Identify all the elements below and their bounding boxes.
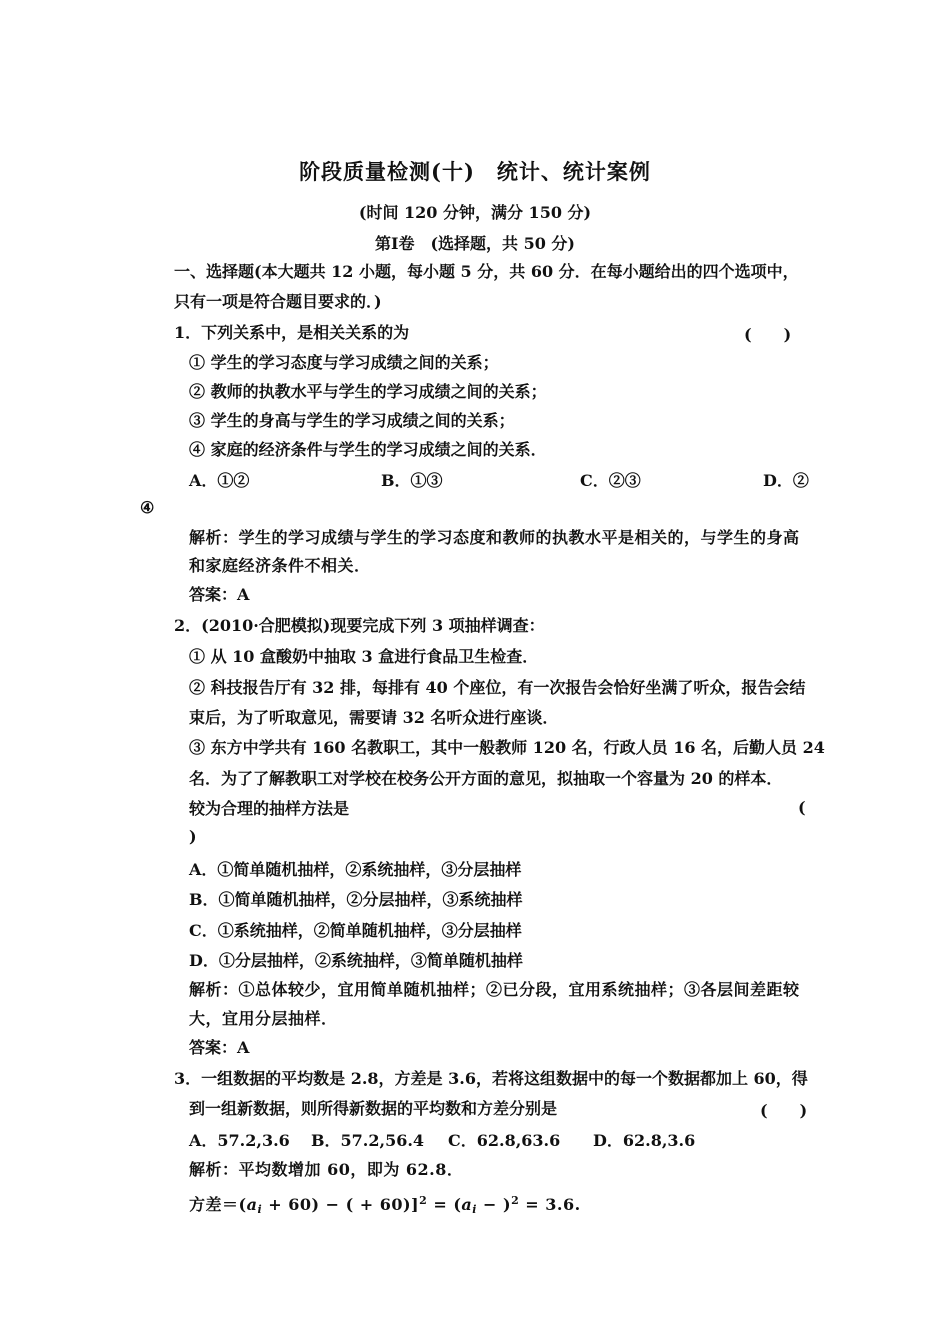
section-heading-line-1: 一、选择题(本大题共 12 小题，每小题 5 分，共 60 分．在每小题给出的四个选项中， [174,262,799,281]
question-1-analysis-line-1: 解析：学生的学习成绩与学生的学习态度和教师的执教水平是相关的，与学生的身高 [189,528,800,547]
section-heading-line-2: 只有一项是符合题目要求的．) [174,292,382,311]
question-1-answer: 答案：A [189,585,250,604]
question-1-option-c: C．②③ [580,471,641,490]
question-2-item-1: ① 从 10 盒酸奶中抽取 3 盒进行食品卫生检查． [189,647,539,666]
question-2-paren-open: ( [798,798,806,817]
question-3-option-b: B．57.2,56.4 [311,1131,425,1150]
question-2-item-2: ② 科技报告厅有 32 排，每排有 40 个座位，有一次报告会恰好坐满了听众，报告会结 [189,678,806,697]
question-2-option-a: A．①简单随机抽样，②系统抽样，③分层抽样 [189,860,522,879]
question-3-option-d: D．62.8,3.6 [593,1131,696,1150]
question-2-item-3-cont: 名．为了了解教职工对学校在校务公开方面的意见，拟抽取一个容量为 20 的样本． [189,769,783,788]
formula-mid: + 60) − ( + 60)] [262,1195,420,1214]
question-2-option-c: C．①系统抽样，②简单随机抽样，③分层抽样 [189,921,522,940]
question-3-answer-paren: ( ) [760,1101,808,1120]
question-1-answer-paren: ( ) [744,325,792,344]
formula-square-2: 2 [511,1194,520,1207]
formula-sub-i: i [257,1203,263,1216]
question-3-stem-line-1: 3．一组数据的平均数是 2.8，方差是 3.6，若将这组数据中的每一个数据都加上 60，得 [174,1069,808,1088]
formula-var-a-2: a [461,1195,473,1214]
page-title: 阶段质量检测(十) 统计、统计案例 [299,159,651,184]
part-heading: 第Ⅰ卷 (选择题，共 50 分) [374,234,576,253]
question-2-option-d: D．①分层抽样，②系统抽样，③简单随机抽样 [189,951,523,970]
question-2-analysis-line-2: 大，宜用分层抽样． [189,1009,338,1028]
question-2-item-3: ③ 东方中学共有 160 名教职工，其中一般教师 120 名，行政人员 16 名，后勤人员 24 [189,738,825,757]
formula-prefix: 方差＝ [189,1195,239,1214]
question-3-analysis-line-1: 解析：平均数增加 60，即为 62.8． [189,1160,464,1179]
question-2-prompt: 较为合理的抽样方法是 [189,799,350,818]
question-1-option-d-wrap: ④ [140,498,155,517]
question-1-item-1: ① 学生的学习态度与学习成绩之间的关系； [189,353,499,372]
formula-open: ( [238,1195,247,1214]
question-1-option-d: D．② [763,471,809,490]
question-2-stem: 2．(2010·合肥模拟)现要完成下列 3 项抽样调查： [174,616,545,635]
question-3-variance-formula [189,1190,581,1221]
question-2-paren-close: ) [189,827,197,846]
question-3-stem-line-2: 到一组新数据，则所得新数据的平均数和方差分别是 [189,1099,558,1118]
time-info: (时间 120 分钟，满分 150 分) [358,203,592,222]
formula-sub-i-2: i [472,1203,477,1216]
question-2-item-2-cont: 束后，为了听取意见，需要请 32 名听众进行座谈． [189,708,559,727]
formula-eq: = ( [427,1195,462,1214]
formula-end: − ) [476,1195,512,1214]
question-1-item-4: ④ 家庭的经济条件与学生的学习成绩之间的关系． [189,440,547,459]
question-3-option-c: C．62.8,63.6 [448,1131,561,1150]
question-2-analysis-line-1: 解析：①总体较少，宜用简单随机抽样；②已分段，宜用系统抽样；③各层间差距较 [189,980,800,999]
question-2-answer: 答案：A [189,1038,250,1057]
question-1-analysis-line-2: 和家庭经济条件不相关． [189,556,371,575]
question-3-option-a: A．57.2,3.6 [189,1131,290,1150]
formula-result: = 3.6. [519,1195,581,1214]
question-1-option-b: B．①③ [381,471,443,490]
question-2-option-b: B．①简单随机抽样，②分层抽样，③系统抽样 [189,890,523,909]
formula-var-a: a [246,1195,258,1214]
question-1-item-3: ③ 学生的身高与学生的学习成绩之间的关系； [189,411,515,430]
question-1-item-2: ② 教师的执教水平与学生的学习成绩之间的关系； [189,382,547,401]
question-1-stem: 1．下列关系中，是相关关系的为 [174,323,410,342]
question-1-option-a: A．①② [189,471,250,490]
formula-square: 2 [419,1194,428,1207]
